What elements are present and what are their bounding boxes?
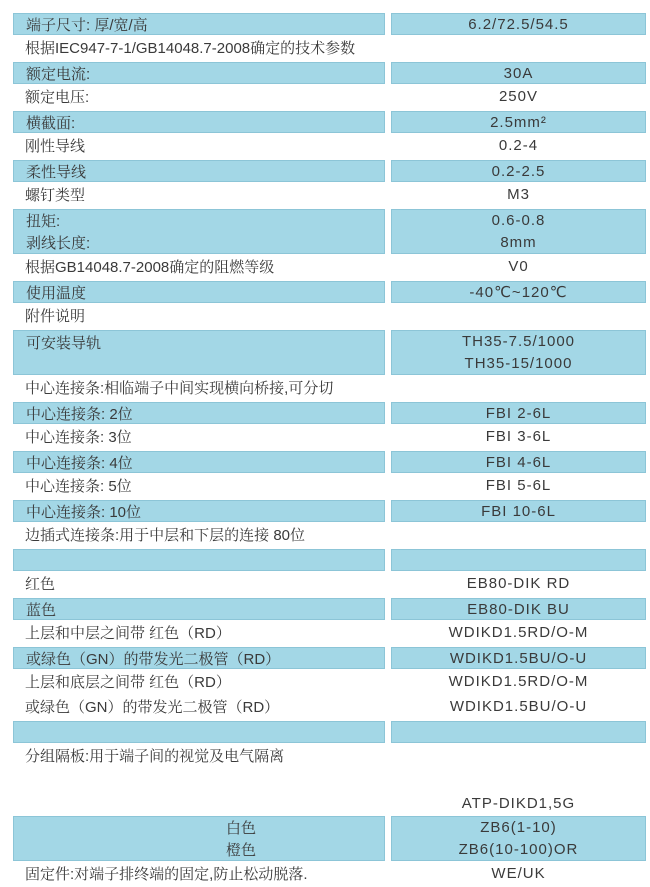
row-label: 根据IEC947-7-1/GB14048.7-2008确定的技术参数 <box>25 40 356 57</box>
row-value-line <box>392 817 645 839</box>
row-value: EB80-DIK BU <box>467 600 570 618</box>
row-label: 分组隔板:用于端子间的视觉及电气隔离 <box>25 748 285 765</box>
row-value: ZB6(10-100)OR <box>458 840 579 858</box>
table-row <box>13 375 646 400</box>
row-label-cell <box>13 620 385 645</box>
row-value-cell <box>391 669 646 694</box>
row-value: EB80-DIK RD <box>466 575 571 592</box>
row-value-line <box>392 210 645 232</box>
row-label: 使用温度 <box>26 284 87 302</box>
row-label: 横截面: <box>26 114 76 132</box>
row-value-cell <box>391 451 646 473</box>
row-label: 上层和底层之间带 红色（RD） <box>25 674 231 691</box>
row-label-cell <box>13 500 385 522</box>
table-row <box>13 182 646 207</box>
row-label: 扭矩: <box>26 213 61 231</box>
row-value-cell <box>391 254 646 279</box>
table-row <box>13 522 646 547</box>
row-value: 250V <box>498 88 539 105</box>
row-label-line <box>14 232 384 254</box>
row-value: 0.2-2.5 <box>491 162 546 180</box>
row-value-cell <box>391 861 646 886</box>
row-label: 上层和中层之间带 红色（RD） <box>25 625 231 642</box>
row-value-line <box>392 232 645 254</box>
table-row <box>13 111 646 133</box>
row-value: 6.2/72.5/54.5 <box>468 15 569 33</box>
row-value: FBI 4-6L <box>485 453 552 471</box>
table-row <box>13 303 646 328</box>
row-value: V0 <box>508 258 529 275</box>
row-label: 根据GB14048.7-2008确定的阻燃等级 <box>25 259 275 276</box>
table-row <box>13 84 646 109</box>
table-row <box>13 62 646 84</box>
row-value-cell <box>391 160 646 182</box>
row-label-cell <box>13 424 385 449</box>
row-label: 或绿色（GN）的带发光二极管（RD） <box>25 699 280 716</box>
row-value-cell <box>391 424 646 449</box>
row-label: 额定电流: <box>26 65 91 83</box>
row-value-line <box>392 839 645 861</box>
table-row <box>13 647 646 669</box>
row-value-cell <box>391 721 646 743</box>
row-label-cell <box>13 330 385 375</box>
row-value-cell <box>391 182 646 207</box>
row-value-cell <box>391 620 646 645</box>
row-label: 中心连接条: 3位 <box>25 429 132 446</box>
row-value: WE/UK <box>491 865 546 882</box>
row-value-cell <box>391 598 646 620</box>
row-value: M3 <box>507 186 530 203</box>
row-value: 8mm <box>500 233 537 251</box>
row-value-cell <box>391 500 646 522</box>
row-label-cell <box>13 62 385 84</box>
row-label-cell <box>13 451 385 473</box>
row-label-cell <box>13 281 385 303</box>
row-label-line <box>14 331 384 353</box>
row-value-cell <box>391 473 646 498</box>
row-label-cell <box>13 473 385 498</box>
row-span-cell <box>13 35 646 60</box>
row-value-cell <box>391 330 646 375</box>
row-empty-cell <box>13 792 385 814</box>
row-label-cell <box>13 571 385 596</box>
table-row <box>13 721 646 743</box>
table-row <box>13 209 646 254</box>
row-value: WDIKD1.5RD/O-M <box>448 624 589 641</box>
row-label: 蓝色 <box>26 601 57 619</box>
row-label-cell <box>13 721 385 743</box>
table-row <box>13 424 646 449</box>
row-value-cell <box>391 792 646 814</box>
table-row <box>13 792 646 814</box>
row-label: 可安装导轨 <box>26 334 102 352</box>
table-row <box>13 473 646 498</box>
table-row <box>13 598 646 620</box>
row-span-cell <box>13 303 646 328</box>
row-label: 中心连接条: 4位 <box>26 454 133 472</box>
row-label: 螺钉类型 <box>25 187 86 204</box>
table-row <box>13 743 646 768</box>
row-value: WDIKD1.5BU/O-U <box>449 649 588 667</box>
row-value-line <box>392 331 645 353</box>
row-value: WDIKD1.5RD/O-M <box>448 673 589 690</box>
row-value-cell <box>391 84 646 109</box>
row-value: WDIKD1.5BU/O-U <box>449 698 588 715</box>
row-label: 或绿色（GN）的带发光二极管（RD） <box>26 650 281 668</box>
row-label: 固定件:对端子排终端的固定,防止松动脱落. <box>25 866 308 883</box>
row-span-cell <box>13 743 646 768</box>
row-value-cell <box>391 571 646 596</box>
table-row <box>13 549 646 571</box>
row-label-line <box>14 839 384 861</box>
table-row <box>13 768 646 792</box>
row-label-line <box>14 817 384 839</box>
row-label-cell <box>13 402 385 424</box>
row-label: 中心连接条:相临端子中间实现横向桥接,可分切 <box>25 380 334 397</box>
row-label: 柔性导线 <box>26 163 87 181</box>
row-label-cell <box>13 111 385 133</box>
row-value-cell <box>391 133 646 158</box>
row-label-cell <box>13 669 385 694</box>
table-row <box>13 330 646 375</box>
row-label-cell <box>13 160 385 182</box>
row-value: FBI 2-6L <box>485 404 552 422</box>
row-label-line <box>14 210 384 232</box>
table-row <box>13 160 646 182</box>
row-value: TH35-15/1000 <box>464 354 573 372</box>
row-value: -40℃~120℃ <box>469 284 568 301</box>
table-row <box>13 451 646 473</box>
row-label: 中心连接条: 10位 <box>26 503 142 521</box>
table-row <box>13 816 646 861</box>
row-value: FBI 3-6L <box>485 428 552 445</box>
row-value: FBI 5-6L <box>485 477 552 494</box>
table-row <box>13 402 646 424</box>
table-row <box>13 35 646 60</box>
row-label-cell <box>13 598 385 620</box>
row-label-cell <box>13 13 385 35</box>
table-row <box>13 133 646 158</box>
row-label: 白色 <box>225 820 256 838</box>
row-value-cell <box>391 13 646 35</box>
row-label-cell <box>13 133 385 158</box>
row-label: 边插式连接条:用于中层和下层的连接 80位 <box>25 527 306 544</box>
row-value-cell <box>391 62 646 84</box>
row-value: TH35-7.5/1000 <box>461 333 576 351</box>
row-label-cell <box>13 84 385 109</box>
row-label: 端子尺寸: 厚/宽/高 <box>26 16 148 34</box>
table-row <box>13 571 646 596</box>
row-value-cell <box>391 694 646 719</box>
row-label-cell <box>13 549 385 571</box>
row-value: 2.5mm² <box>490 113 547 131</box>
table-row <box>13 13 646 35</box>
row-value-cell <box>391 549 646 571</box>
table-row <box>13 694 646 719</box>
row-value-line <box>392 353 645 375</box>
row-value: 30A <box>503 64 534 82</box>
row-label-cell <box>13 647 385 669</box>
row-label: 中心连接条: 5位 <box>25 478 132 495</box>
row-value-cell <box>391 111 646 133</box>
table-row <box>13 254 646 279</box>
row-value-cell <box>391 402 646 424</box>
row-label-cell <box>13 861 385 886</box>
row-label: 刚性导线 <box>25 138 86 155</box>
row-label: 中心连接条: 2位 <box>26 405 133 423</box>
row-span-cell <box>13 375 646 400</box>
table-row <box>13 281 646 303</box>
row-value: 0.2-4 <box>498 137 539 154</box>
row-value: ZB6(1-10) <box>480 819 557 837</box>
table-row <box>13 620 646 645</box>
row-label-cell <box>13 694 385 719</box>
row-value-cell <box>391 281 646 303</box>
row-value: ATP-DIKD1,5G <box>461 794 576 812</box>
row-value: FBI 10-6L <box>481 502 556 520</box>
row-label: 剥线长度: <box>26 234 91 252</box>
row-label-cell <box>13 209 385 254</box>
table-row <box>13 500 646 522</box>
row-span-cell <box>13 522 646 547</box>
row-value-cell <box>391 209 646 254</box>
row-label: 红色 <box>25 576 56 593</box>
table-row <box>13 861 646 886</box>
row-label: 附件说明 <box>25 308 86 325</box>
table-row <box>13 669 646 694</box>
row-label: 橙色 <box>225 841 256 859</box>
row-value: 0.6-0.8 <box>491 212 546 230</box>
row-value-cell <box>391 647 646 669</box>
row-value-cell <box>391 816 646 861</box>
row-label-cell <box>13 816 385 861</box>
row-label: 额定电压: <box>25 89 90 106</box>
row-label-cell <box>13 254 385 279</box>
row-label-cell <box>13 182 385 207</box>
